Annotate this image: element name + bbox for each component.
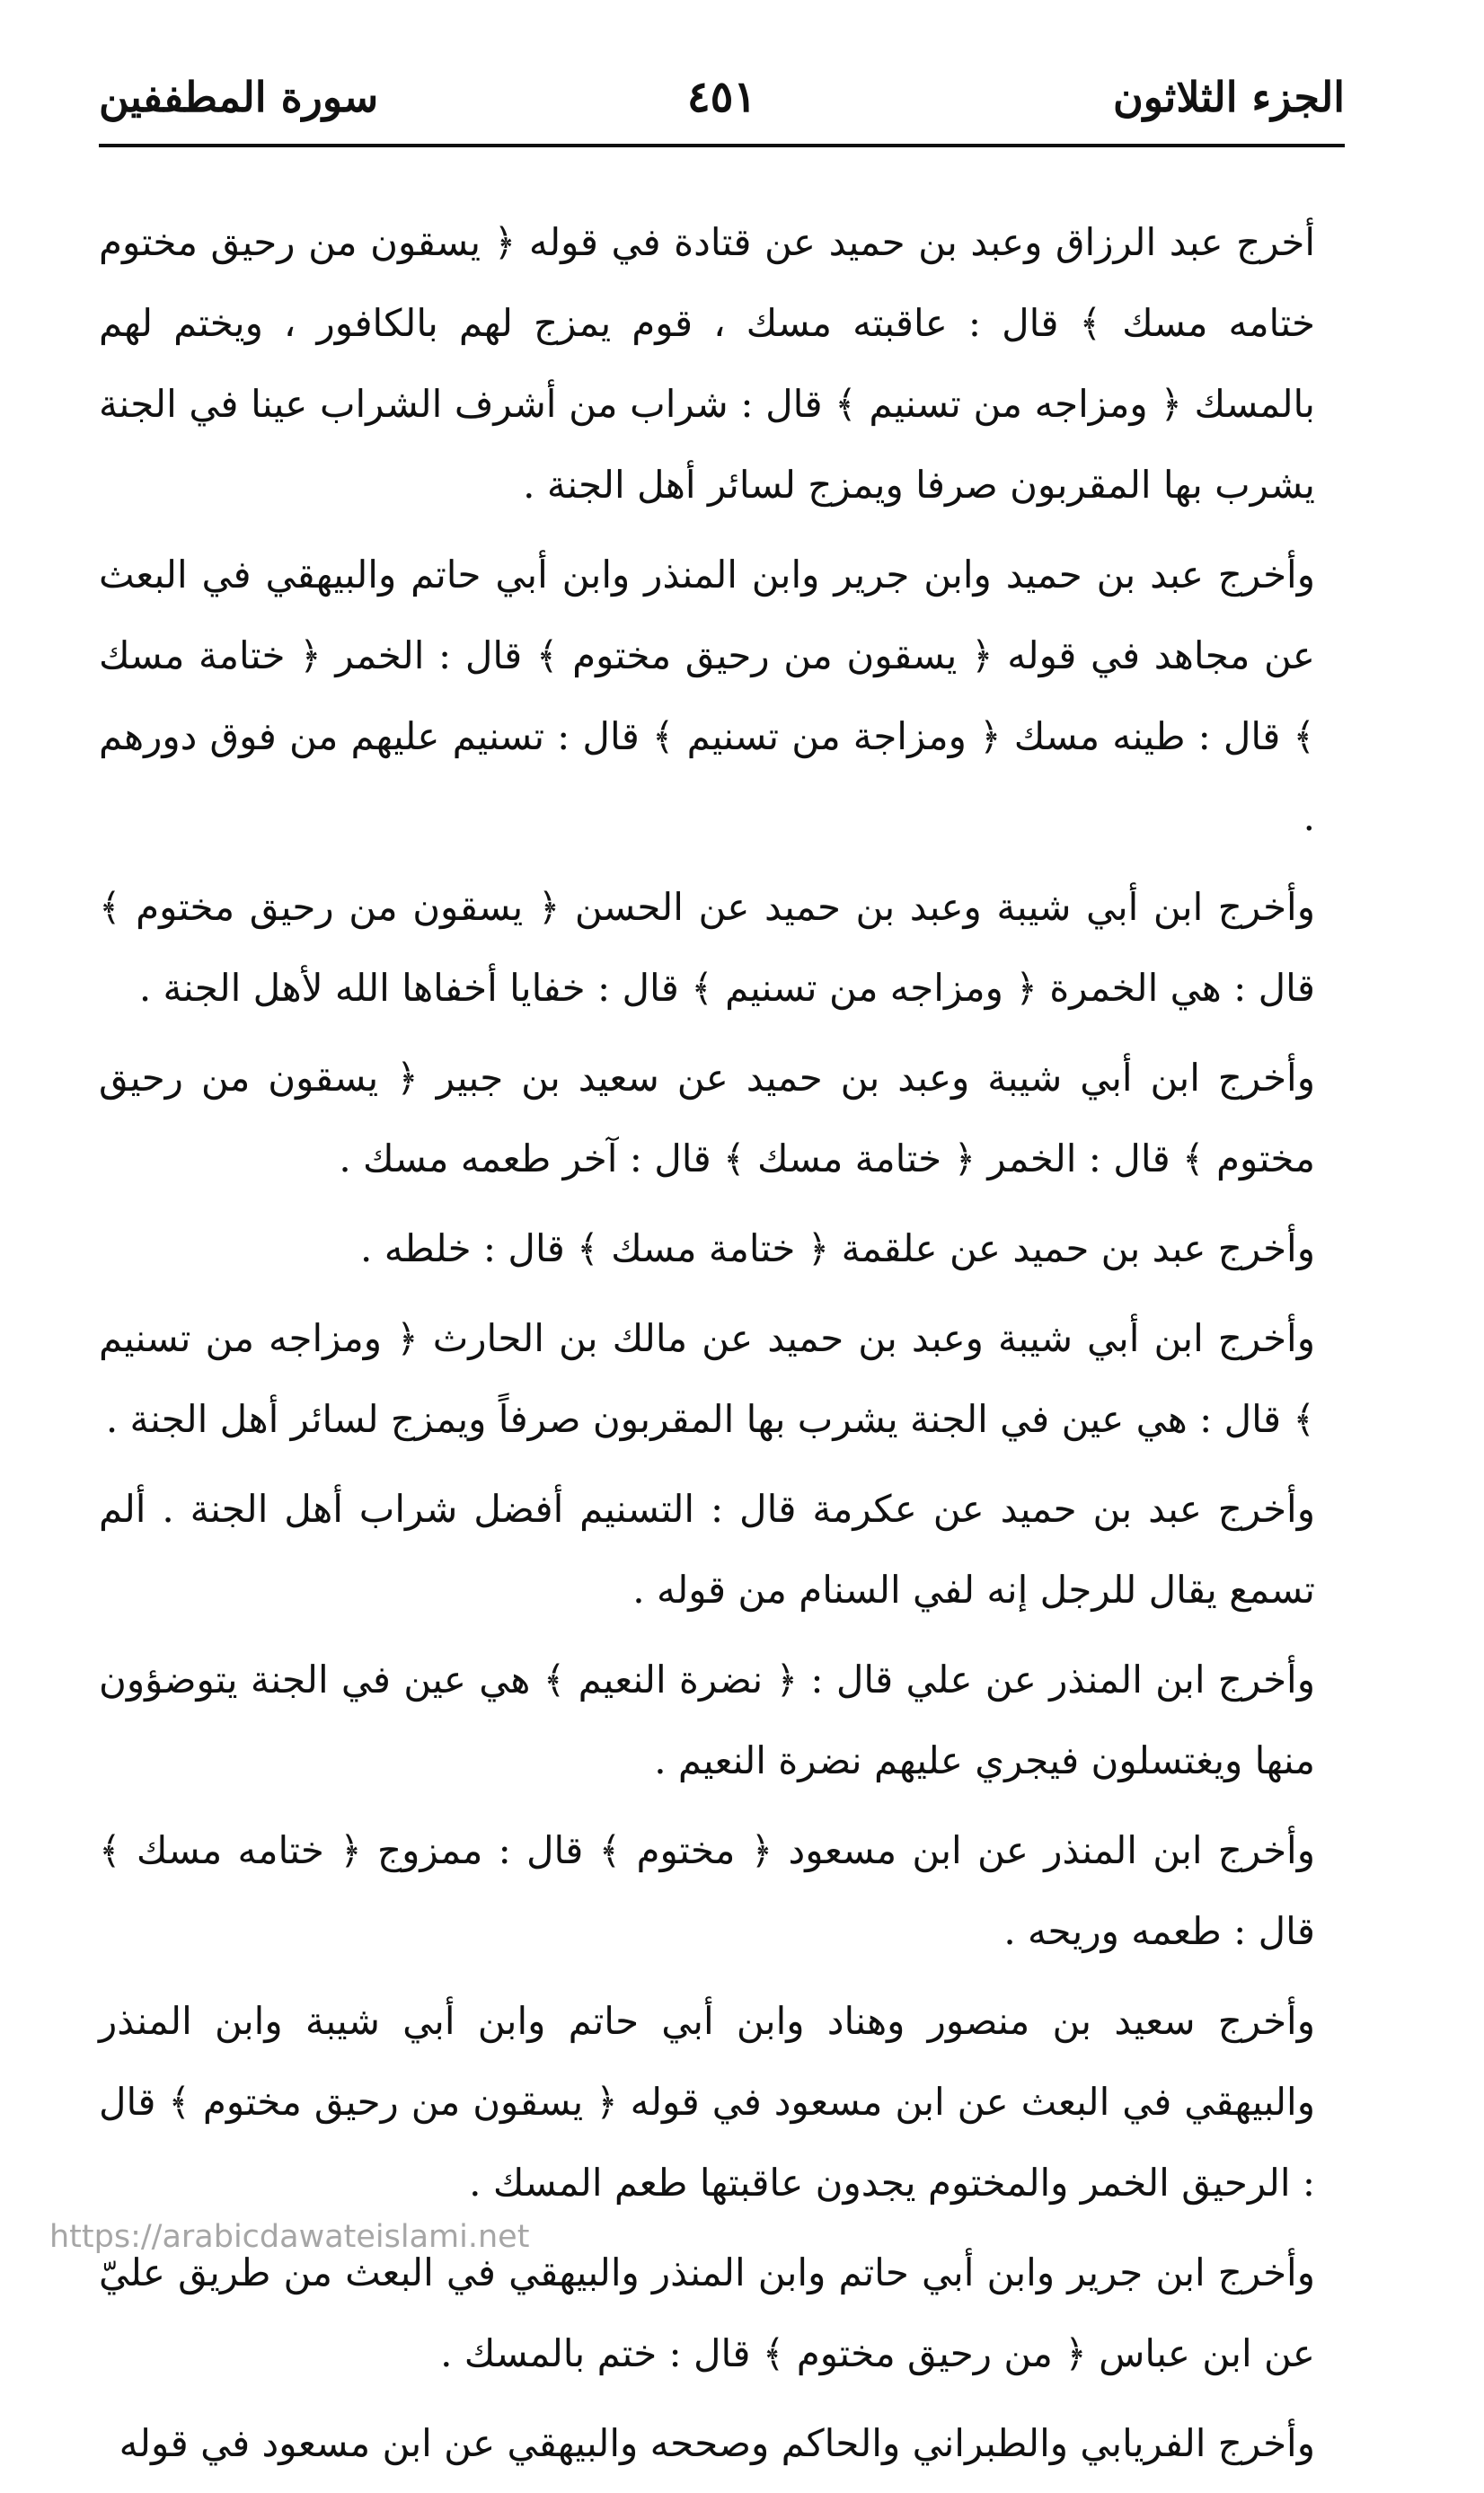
watermark-url: https://arabicdawateislami.net <box>49 2219 530 2255</box>
paragraph: وأخرج عبد بن حميد وابن جرير وابن المنذر وابن أبي حاتم والبيهقي في البعث عن مجاهد في قوله ﴿ يسقون من رحيق مختوم ﴾ قال : الخمر ﴿ ختامة مسك ﴾ قال : طينه مسك ﴿ ومزاجة من تسنيم ﴾ قال : تسنيم عليهم من فوق دورهم . <box>99 553 1315 839</box>
paragraph: أخرج عبد الرزاق وعبد بن حميد عن قتادة في قوله ﴿ يسقون من رحيق مختوم ختامه مسك ﴾ قال : عاقبته مسك ، قوم يمزج لهم بالكافور ، ويختم لهم بالمسك ﴿ ومزاجه من تسنيم ﴾ قال : شراب من أشرف الشراب عينا في الجنة يشرب بها المقربون صرفا ويمزج لسائر أهل الجنة . <box>99 220 1315 507</box>
paragraph: وأخرج الفريابي والطبراني والحاكم وصححه والبيهقي عن ابن مسعود في قوله <box>119 2421 1315 2465</box>
paragraph: وأخرج سعيد بن منصور وهناد وابن أبي حاتم وابن أبي شيبة وابن المنذر والبيهقي في البعث عن ابن مسعود في قوله ﴿ يسقون من رحيق مختوم ﴾ قال : الرحيق الخمر والمختوم يجدون عاقبتها طعم المسك . <box>99 1999 1315 2205</box>
paragraph: وأخرج ابن أبي شيبة وعبد بن حميد عن الحسن ﴿ يسقون من رحيق مختوم ﴾ قال : هي الخمرة ﴿ ومزاجه من تسنيم ﴾ قال : خفايا أخفاها الله لأهل الجنة . <box>99 885 1315 1010</box>
paragraph: وأخرج ابن أبي شيبة وعبد بن حميد عن سعيد بن جبير ﴿ يسقون من رحيق مختوم ﴾ قال : الخمر ﴿ ختامة مسك ﴾ قال : آخر طعمه مسك . <box>99 1056 1315 1180</box>
page-header <box>99 54 1345 153</box>
paragraph: وأخرج ابن أبي شيبة وعبد بن حميد عن مالك بن الحارث ﴿ ومزاجه من تسنيم ﴾ قال : هي عين في الجنة يشرب بها المقربون صرفاً ويمزج لسائر أهل الجنة . <box>99 1316 1315 1441</box>
header-divider <box>99 144 1345 147</box>
paragraph: وأخرج ابن المنذر عن علي قال : ﴿ نضرة النعيم ﴾ هي عين في الجنة يتوضؤون منها ويغتسلون فيجري عليهم نضرة النعيم . <box>99 1658 1315 1782</box>
page-number: ٤٥١ <box>686 72 757 122</box>
page-body <box>99 202 1315 2493</box>
paragraph: وأخرج ابن المنذر عن ابن مسعود ﴿ مختوم ﴾ قال : ممزوج ﴿ ختامه مسك ﴾ قال : طعمه وريحه . <box>99 1828 1315 1953</box>
paragraph: وأخرج ابن جرير وابن أبي حاتم وابن المنذر والبيهقي في البعث من طريق عليّ عن ابن عباس ﴿ من رحيق مختوم ﴾ قال : ختم بالمسك . <box>99 2250 1315 2375</box>
paragraph: وأخرج عبد بن حميد عن علقمة ﴿ ختامة مسك ﴾ قال : خلطه . <box>360 1226 1315 1270</box>
part-title: الجزء الثلاثون <box>1113 73 1345 121</box>
surah-title: سورة المطففين <box>99 73 379 121</box>
paragraph: وأخرج عبد بن حميد عن عكرمة قال : التسنيم أفضل شراب أهل الجنة . ألم تسمع يقال للرجل إنه لفي السنام من قوله . <box>99 1487 1315 1612</box>
